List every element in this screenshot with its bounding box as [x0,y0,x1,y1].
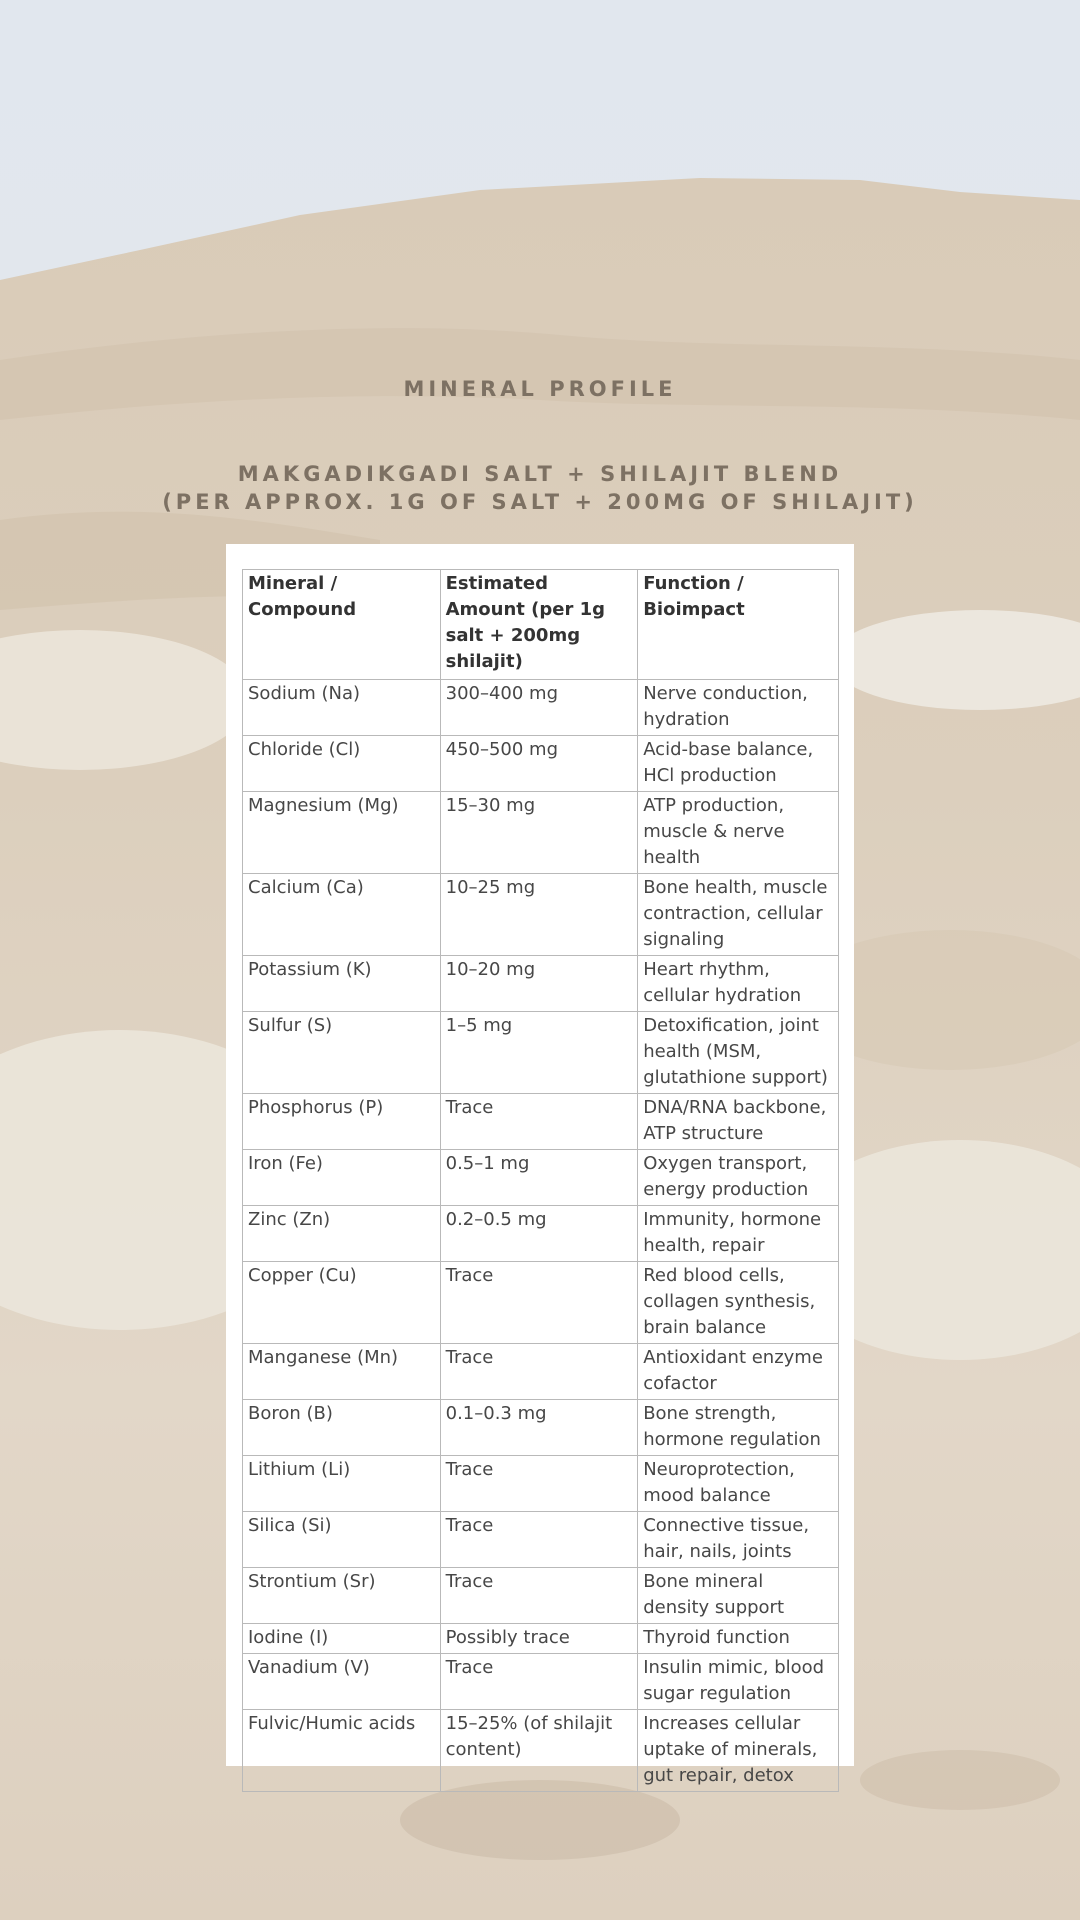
cell-function: Oxygen transport, energy production [638,1150,839,1206]
cell-function: Acid-base balance, HCl production [638,736,839,792]
header-amount: Estimated Amount (per 1g salt + 200mg shilajit) [440,570,638,680]
cell-amount: 15–25% (of shilajit content) [440,1710,638,1792]
cell-mineral: Lithium (Li) [243,1456,441,1512]
cell-function: Thyroid function [638,1624,839,1654]
mineral-table-card [226,544,854,1786]
cell-mineral: Potassium (K) [243,956,441,1012]
cell-amount: Trace [440,1262,638,1344]
table-row [243,1654,839,1710]
cell-function: Bone health, muscle contraction, cellular signaling [638,874,839,956]
cell-amount: Trace [440,1568,638,1624]
cell-amount: 1–5 mg [440,1012,638,1094]
cell-function: Nerve conduction, hydration [638,680,839,736]
cell-mineral: Fulvic/Humic acids [243,1710,441,1792]
table-row [243,956,839,1012]
cell-function: Antioxidant enzyme cofactor [638,1344,839,1400]
cell-amount: Trace [440,1456,638,1512]
cell-mineral: Sulfur (S) [243,1012,441,1094]
cell-function: Insulin mimic, blood sugar regulation [638,1654,839,1710]
table-row [243,1568,839,1624]
header-mineral: Mineral / Compound [243,570,441,680]
table-row [243,874,839,956]
mineral-table [242,569,839,1792]
subtitle-line-1: MAKGADIKGADI SALT + SHILAJIT BLEND [237,462,843,486]
cell-function: Increases cellular uptake of minerals, gut repair, detox [638,1710,839,1792]
cell-mineral: Phosphorus (P) [243,1094,441,1150]
table-row [243,1512,839,1568]
cell-mineral: Magnesium (Mg) [243,792,441,874]
cell-amount: 0.5–1 mg [440,1150,638,1206]
cell-mineral: Iodine (I) [243,1624,441,1654]
cell-mineral: Calcium (Ca) [243,874,441,956]
cell-function: Heart rhythm, cellular hydration [638,956,839,1012]
table-row [243,1150,839,1206]
cell-mineral: Boron (B) [243,1400,441,1456]
cell-amount: Trace [440,1512,638,1568]
cell-amount: 450–500 mg [440,736,638,792]
cell-mineral: Silica (Si) [243,1512,441,1568]
header-function: Function / Bioimpact [638,570,839,680]
cell-mineral: Strontium (Sr) [243,1568,441,1624]
table-row [243,1710,839,1792]
cell-amount: Trace [440,1344,638,1400]
table-row [243,1456,839,1512]
page-title: MINERAL PROFILE [403,377,677,401]
cell-mineral: Vanadium (V) [243,1654,441,1710]
cell-function: Connective tissue, hair, nails, joints [638,1512,839,1568]
cell-amount: 15–30 mg [440,792,638,874]
cell-function: Red blood cells, collagen synthesis, brain balance [638,1262,839,1344]
cell-function: ATP production, muscle & nerve health [638,792,839,874]
cell-mineral: Zinc (Zn) [243,1206,441,1262]
table-row [243,736,839,792]
table-header-row [243,570,839,680]
table-row [243,1094,839,1150]
cell-mineral: Manganese (Mn) [243,1344,441,1400]
cell-amount: 0.2–0.5 mg [440,1206,638,1262]
subtitle-line-2: (PER APPROX. 1G OF SALT + 200MG OF SHILAJIT) [162,490,918,514]
table-row [243,1344,839,1400]
cell-function: Detoxification, joint health (MSM, glutathione support) [638,1012,839,1094]
cell-amount: 10–25 mg [440,874,638,956]
table-row [243,1624,839,1654]
table-row [243,1012,839,1094]
table-row [243,1400,839,1456]
cell-mineral: Sodium (Na) [243,680,441,736]
table-row [243,680,839,736]
table-row [243,1262,839,1344]
cell-function: Bone mineral density support [638,1568,839,1624]
cell-amount: 0.1–0.3 mg [440,1400,638,1456]
cell-function: Immunity, hormone health, repair [638,1206,839,1262]
cell-function: Bone strength, hormone regulation [638,1400,839,1456]
cell-mineral: Copper (Cu) [243,1262,441,1344]
cell-function: Neuroprotection, mood balance [638,1456,839,1512]
cell-amount: Trace [440,1094,638,1150]
cell-mineral: Chloride (Cl) [243,736,441,792]
cell-amount: 300–400 mg [440,680,638,736]
cell-amount: 10–20 mg [440,956,638,1012]
table-row [243,792,839,874]
cell-amount: Possibly trace [440,1624,638,1654]
cell-function: DNA/RNA backbone, ATP structure [638,1094,839,1150]
table-row [243,1206,839,1262]
cell-mineral: Iron (Fe) [243,1150,441,1206]
cell-amount: Trace [440,1654,638,1710]
